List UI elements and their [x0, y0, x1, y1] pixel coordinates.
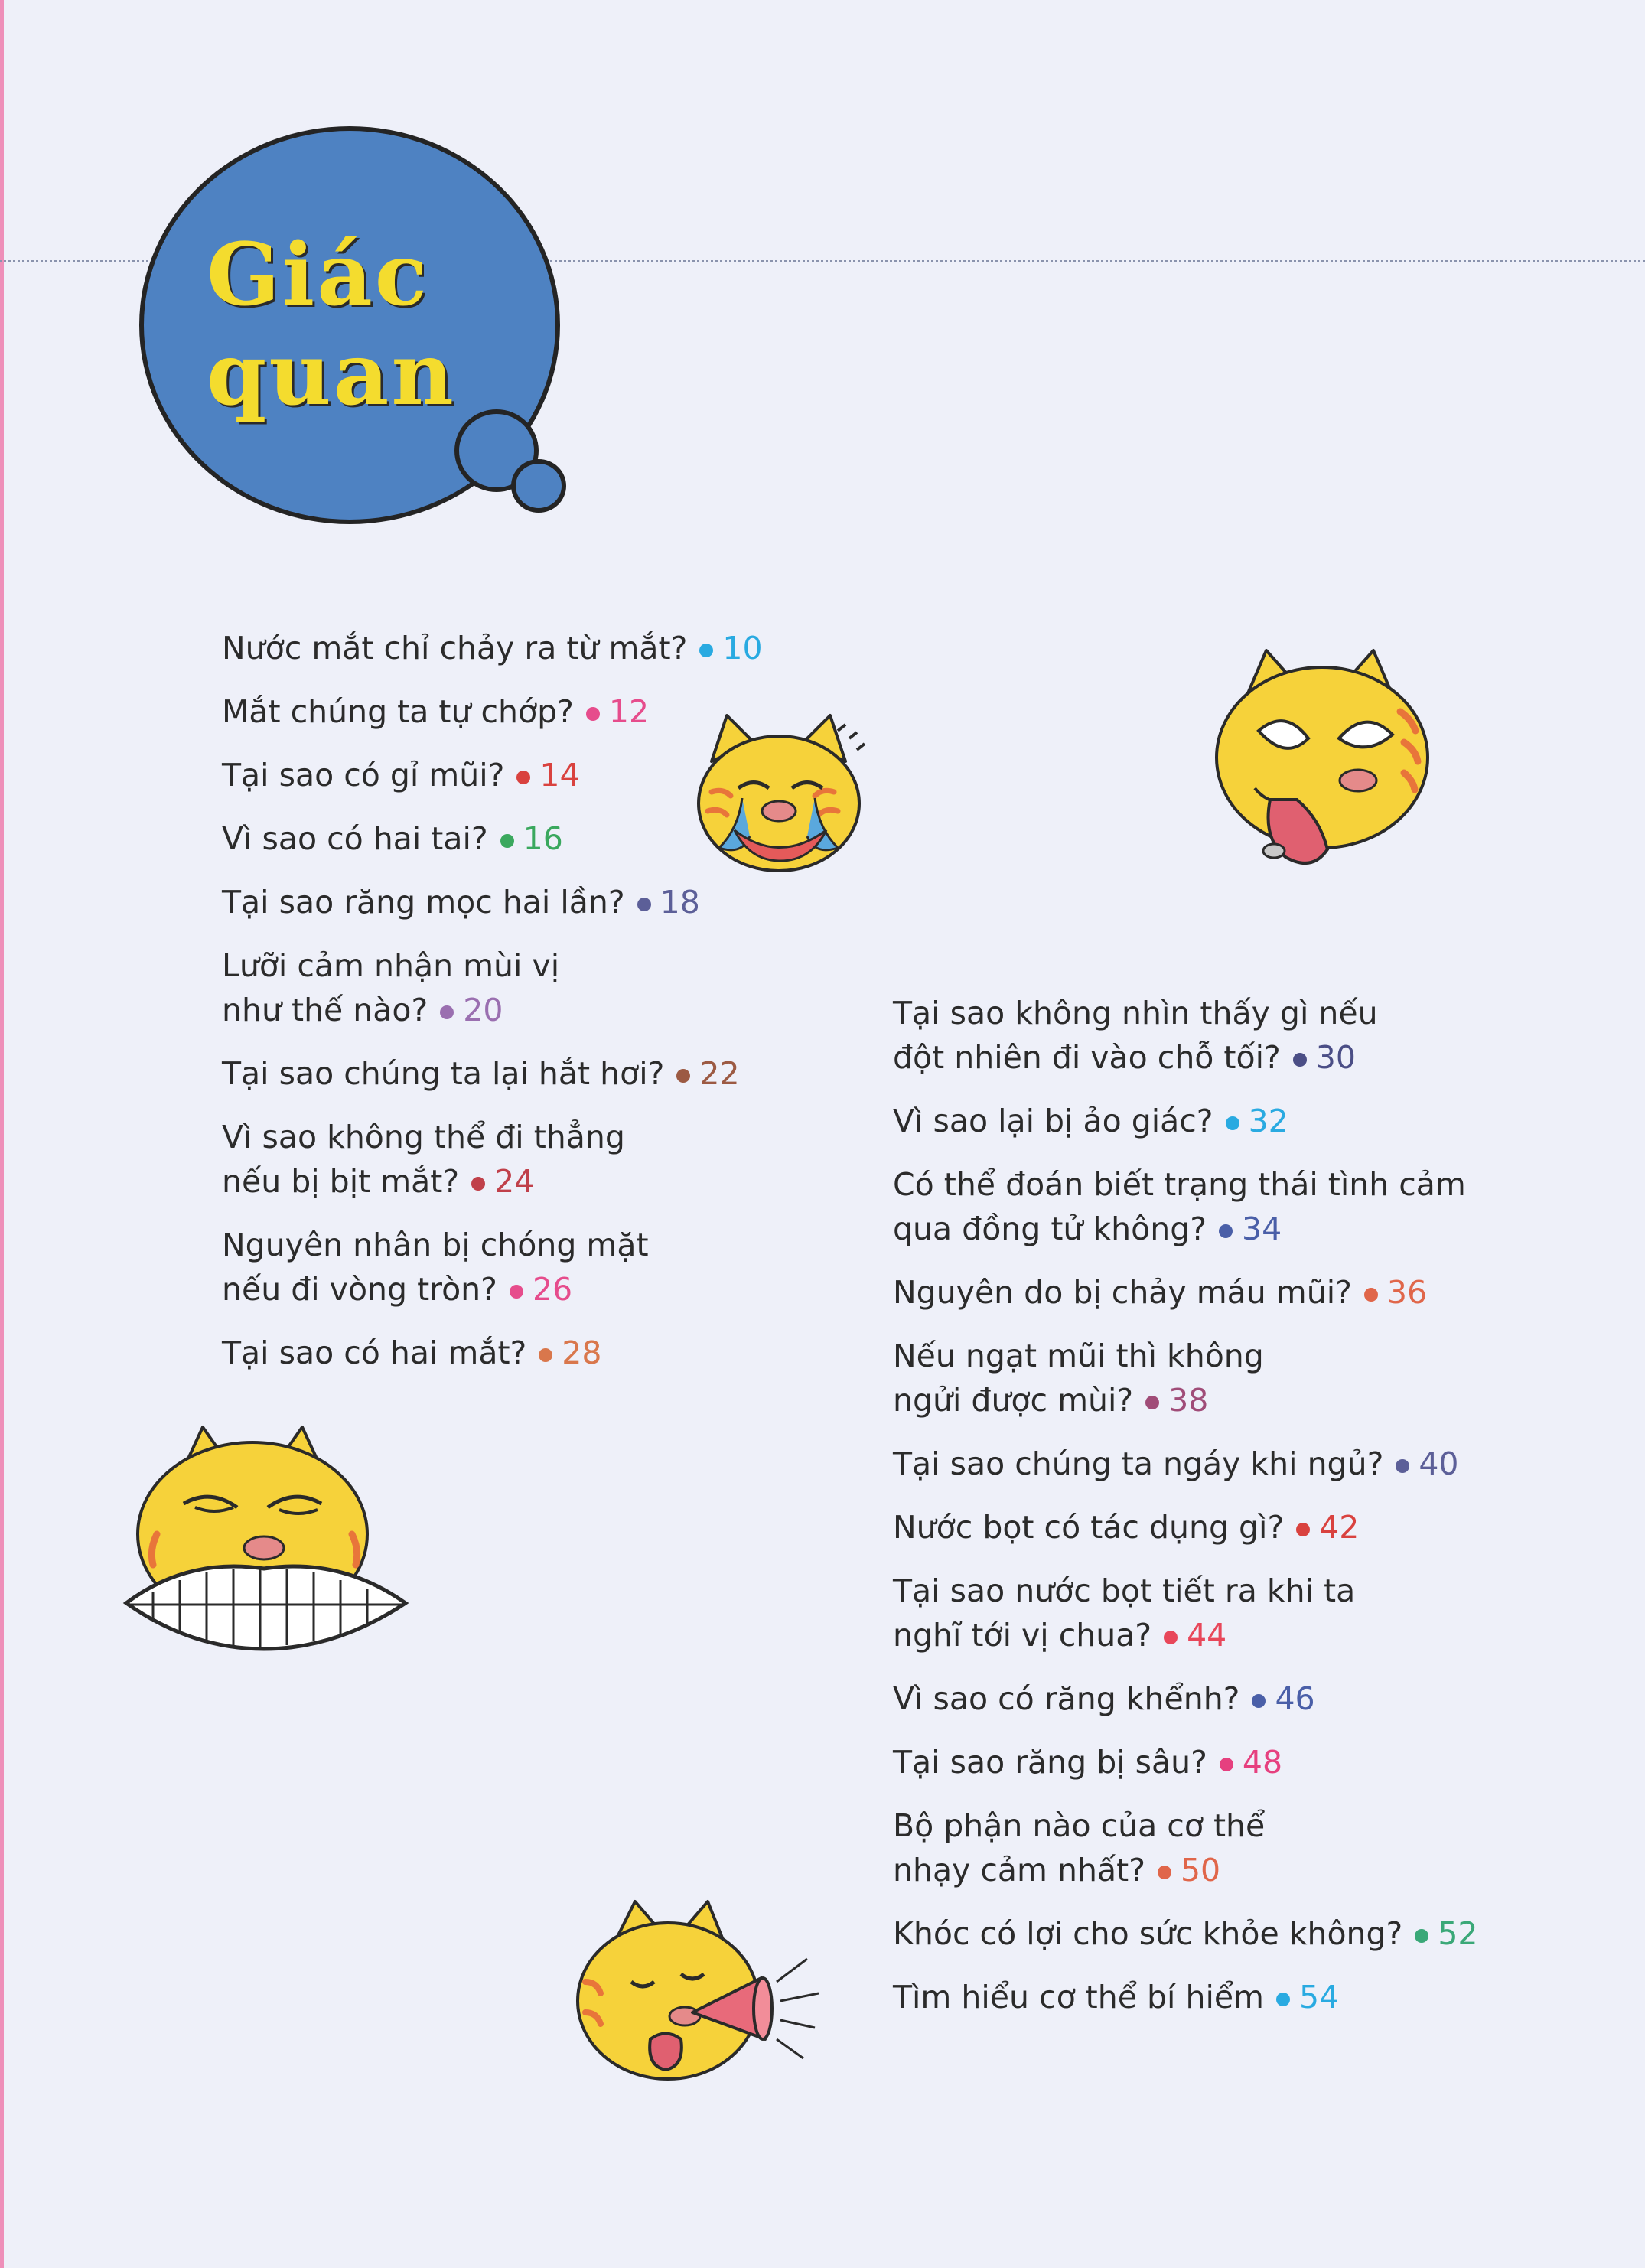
bullet-dot-icon [516, 771, 530, 784]
toc-entry[interactable] [893, 1505, 1581, 1549]
page-edge-stripe [0, 0, 4, 2268]
bullet-dot-icon [1293, 1053, 1307, 1067]
toc-entry-question: Nguyên nhân bị chóng mặt nếu đi vòng tròn? [222, 1227, 649, 1308]
toc-entry-question: Tại sao có gỉ mũi? [222, 757, 505, 793]
bullet-dot-icon [1276, 1993, 1290, 2006]
toc-entry[interactable] [893, 991, 1581, 1080]
tongue-out-cat-face-icon [1209, 643, 1438, 888]
toc-entry-page: 50 [1180, 1852, 1221, 1888]
toc-entry-page: 40 [1419, 1445, 1459, 1482]
toc-entry-question: Bộ phận nào của cơ thể nhạy cảm nhất? [893, 1807, 1266, 1888]
toc-entry-question: Tại sao răng mọc hai lần? [222, 884, 625, 921]
toc-entry[interactable] [222, 1331, 803, 1375]
toc-entry-question: Nếu ngạt mũi thì không ngửi được mùi? [893, 1338, 1264, 1419]
bullet-dot-icon [1252, 1694, 1266, 1708]
bullet-dot-icon [1158, 1866, 1171, 1879]
bullet-dot-icon [699, 644, 713, 657]
toc-entry-page: 36 [1386, 1274, 1428, 1311]
bullet-dot-icon [1220, 1758, 1233, 1771]
toc-entry-question: Tìm hiểu cơ thể bí hiểm [893, 1979, 1264, 2015]
toc-entry-question: Nước mắt chỉ chảy ra từ mắt? [222, 630, 688, 666]
toc-entry-page: 32 [1248, 1103, 1288, 1139]
toc-entry-question: Tại sao nước bọt tiết ra khi ta nghĩ tới vị chua? [893, 1572, 1356, 1654]
bullet-dot-icon [1219, 1224, 1233, 1238]
toc-entry-page: 54 [1299, 1979, 1340, 2015]
toc-entry[interactable] [222, 1051, 803, 1096]
toc-entry-question: Tại sao răng bị sâu? [893, 1744, 1207, 1781]
toc-entry[interactable] [893, 1270, 1581, 1315]
toc-entry[interactable] [222, 943, 803, 1032]
toc-entry[interactable] [222, 880, 803, 924]
toc-entry[interactable] [893, 1804, 1581, 1892]
toc-entry-question: Khóc có lợi cho sức khỏe không? [893, 1915, 1403, 1952]
toc-entry-page: 20 [463, 992, 503, 1028]
toc-entry-page: 30 [1315, 1039, 1356, 1076]
toc-entry[interactable] [222, 1223, 803, 1312]
toc-entry-page: 44 [1187, 1617, 1227, 1654]
title-bubble-tail-small [511, 459, 566, 513]
toc-entry-page: 38 [1168, 1382, 1209, 1419]
toc-entry-question: Nguyên do bị chảy máu mũi? [893, 1274, 1352, 1311]
bullet-dot-icon [1226, 1116, 1239, 1130]
section-title-line2: quan [207, 324, 456, 425]
toc-entry[interactable] [893, 1740, 1581, 1784]
bullet-dot-icon [440, 1005, 454, 1019]
section-title-line1: Giác [207, 225, 429, 325]
toc-entry-page: 46 [1275, 1680, 1315, 1717]
toc-entry-page: 14 [539, 757, 580, 793]
toc-entry-page: 48 [1242, 1744, 1283, 1781]
toc-entry[interactable] [222, 626, 803, 670]
toc-entry-question: Mắt chúng ta tự chớp? [222, 693, 574, 730]
toc-entry-question: Nước bọt có tác dụng gì? [893, 1509, 1285, 1546]
toc-entry[interactable] [893, 1569, 1581, 1657]
toc-entry-page: 10 [722, 630, 763, 666]
toc-entry-page: 22 [699, 1055, 740, 1092]
toc-entry-page: 18 [660, 884, 700, 921]
crying-cat-face-icon [689, 708, 872, 876]
toc-entry-page: 28 [562, 1334, 602, 1371]
toc-entry[interactable] [893, 1334, 1581, 1422]
toc-entry-question: Vì sao có răng khểnh? [893, 1680, 1240, 1717]
toc-entry-question: Tại sao chúng ta lại hắt hơi? [222, 1055, 665, 1092]
toc-right-column [893, 991, 1581, 2038]
toc-entry-page: 52 [1438, 1915, 1478, 1952]
toc-entry-page: 12 [608, 693, 650, 730]
bullet-dot-icon [676, 1069, 690, 1083]
toc-entry[interactable] [893, 1442, 1581, 1486]
toc-entry-page: 26 [532, 1271, 573, 1308]
toc-entry[interactable] [893, 1162, 1581, 1251]
toc-entry[interactable] [893, 1975, 1581, 2019]
toc-entry-question: Tại sao có hai mắt? [222, 1334, 527, 1371]
bullet-dot-icon [586, 707, 600, 721]
toc-entry-page: 34 [1242, 1211, 1282, 1247]
toc-entry[interactable] [222, 1115, 803, 1204]
bullet-dot-icon [1164, 1631, 1178, 1644]
toc-entry-page: 42 [1319, 1509, 1360, 1546]
toc-entry[interactable] [893, 1677, 1581, 1721]
toc-entry[interactable] [893, 1911, 1581, 1956]
bullet-dot-icon [637, 898, 651, 911]
bullet-dot-icon [1415, 1929, 1428, 1943]
bullet-dot-icon [1145, 1396, 1159, 1409]
bullet-dot-icon [539, 1348, 552, 1362]
section-title [207, 226, 456, 425]
bullet-dot-icon [500, 834, 514, 848]
toc-entry-page: 16 [523, 820, 563, 857]
toc-entry-question: Vì sao có hai tai? [222, 820, 488, 857]
cat-blowing-horn-icon [570, 1898, 830, 2081]
toc-entry-question: Vì sao không thể đi thẳng nếu bị bịt mắt? [222, 1119, 625, 1200]
bullet-dot-icon [510, 1285, 523, 1299]
toc-entry-question: Tại sao chúng ta ngáy khi ngủ? [893, 1445, 1384, 1482]
grinning-cat-face-icon [122, 1419, 421, 1649]
bullet-dot-icon [1364, 1288, 1378, 1302]
toc-entry-question: Có thể đoán biết trạng thái tình cảm qua đồng tử không? [893, 1166, 1466, 1247]
toc-entry-question: Tại sao không nhìn thấy gì nếu đột nhiên đi vào chỗ tối? [893, 995, 1378, 1076]
toc-entry-question: Vì sao lại bị ảo giác? [893, 1103, 1213, 1139]
bullet-dot-icon [1396, 1459, 1409, 1473]
toc-entry-question: Lưỡi cảm nhận mùi vị như thế nào? [222, 947, 560, 1028]
bullet-dot-icon [1296, 1523, 1310, 1536]
toc-entry-page: 24 [494, 1163, 535, 1200]
bullet-dot-icon [471, 1177, 485, 1191]
toc-entry[interactable] [893, 1099, 1581, 1143]
